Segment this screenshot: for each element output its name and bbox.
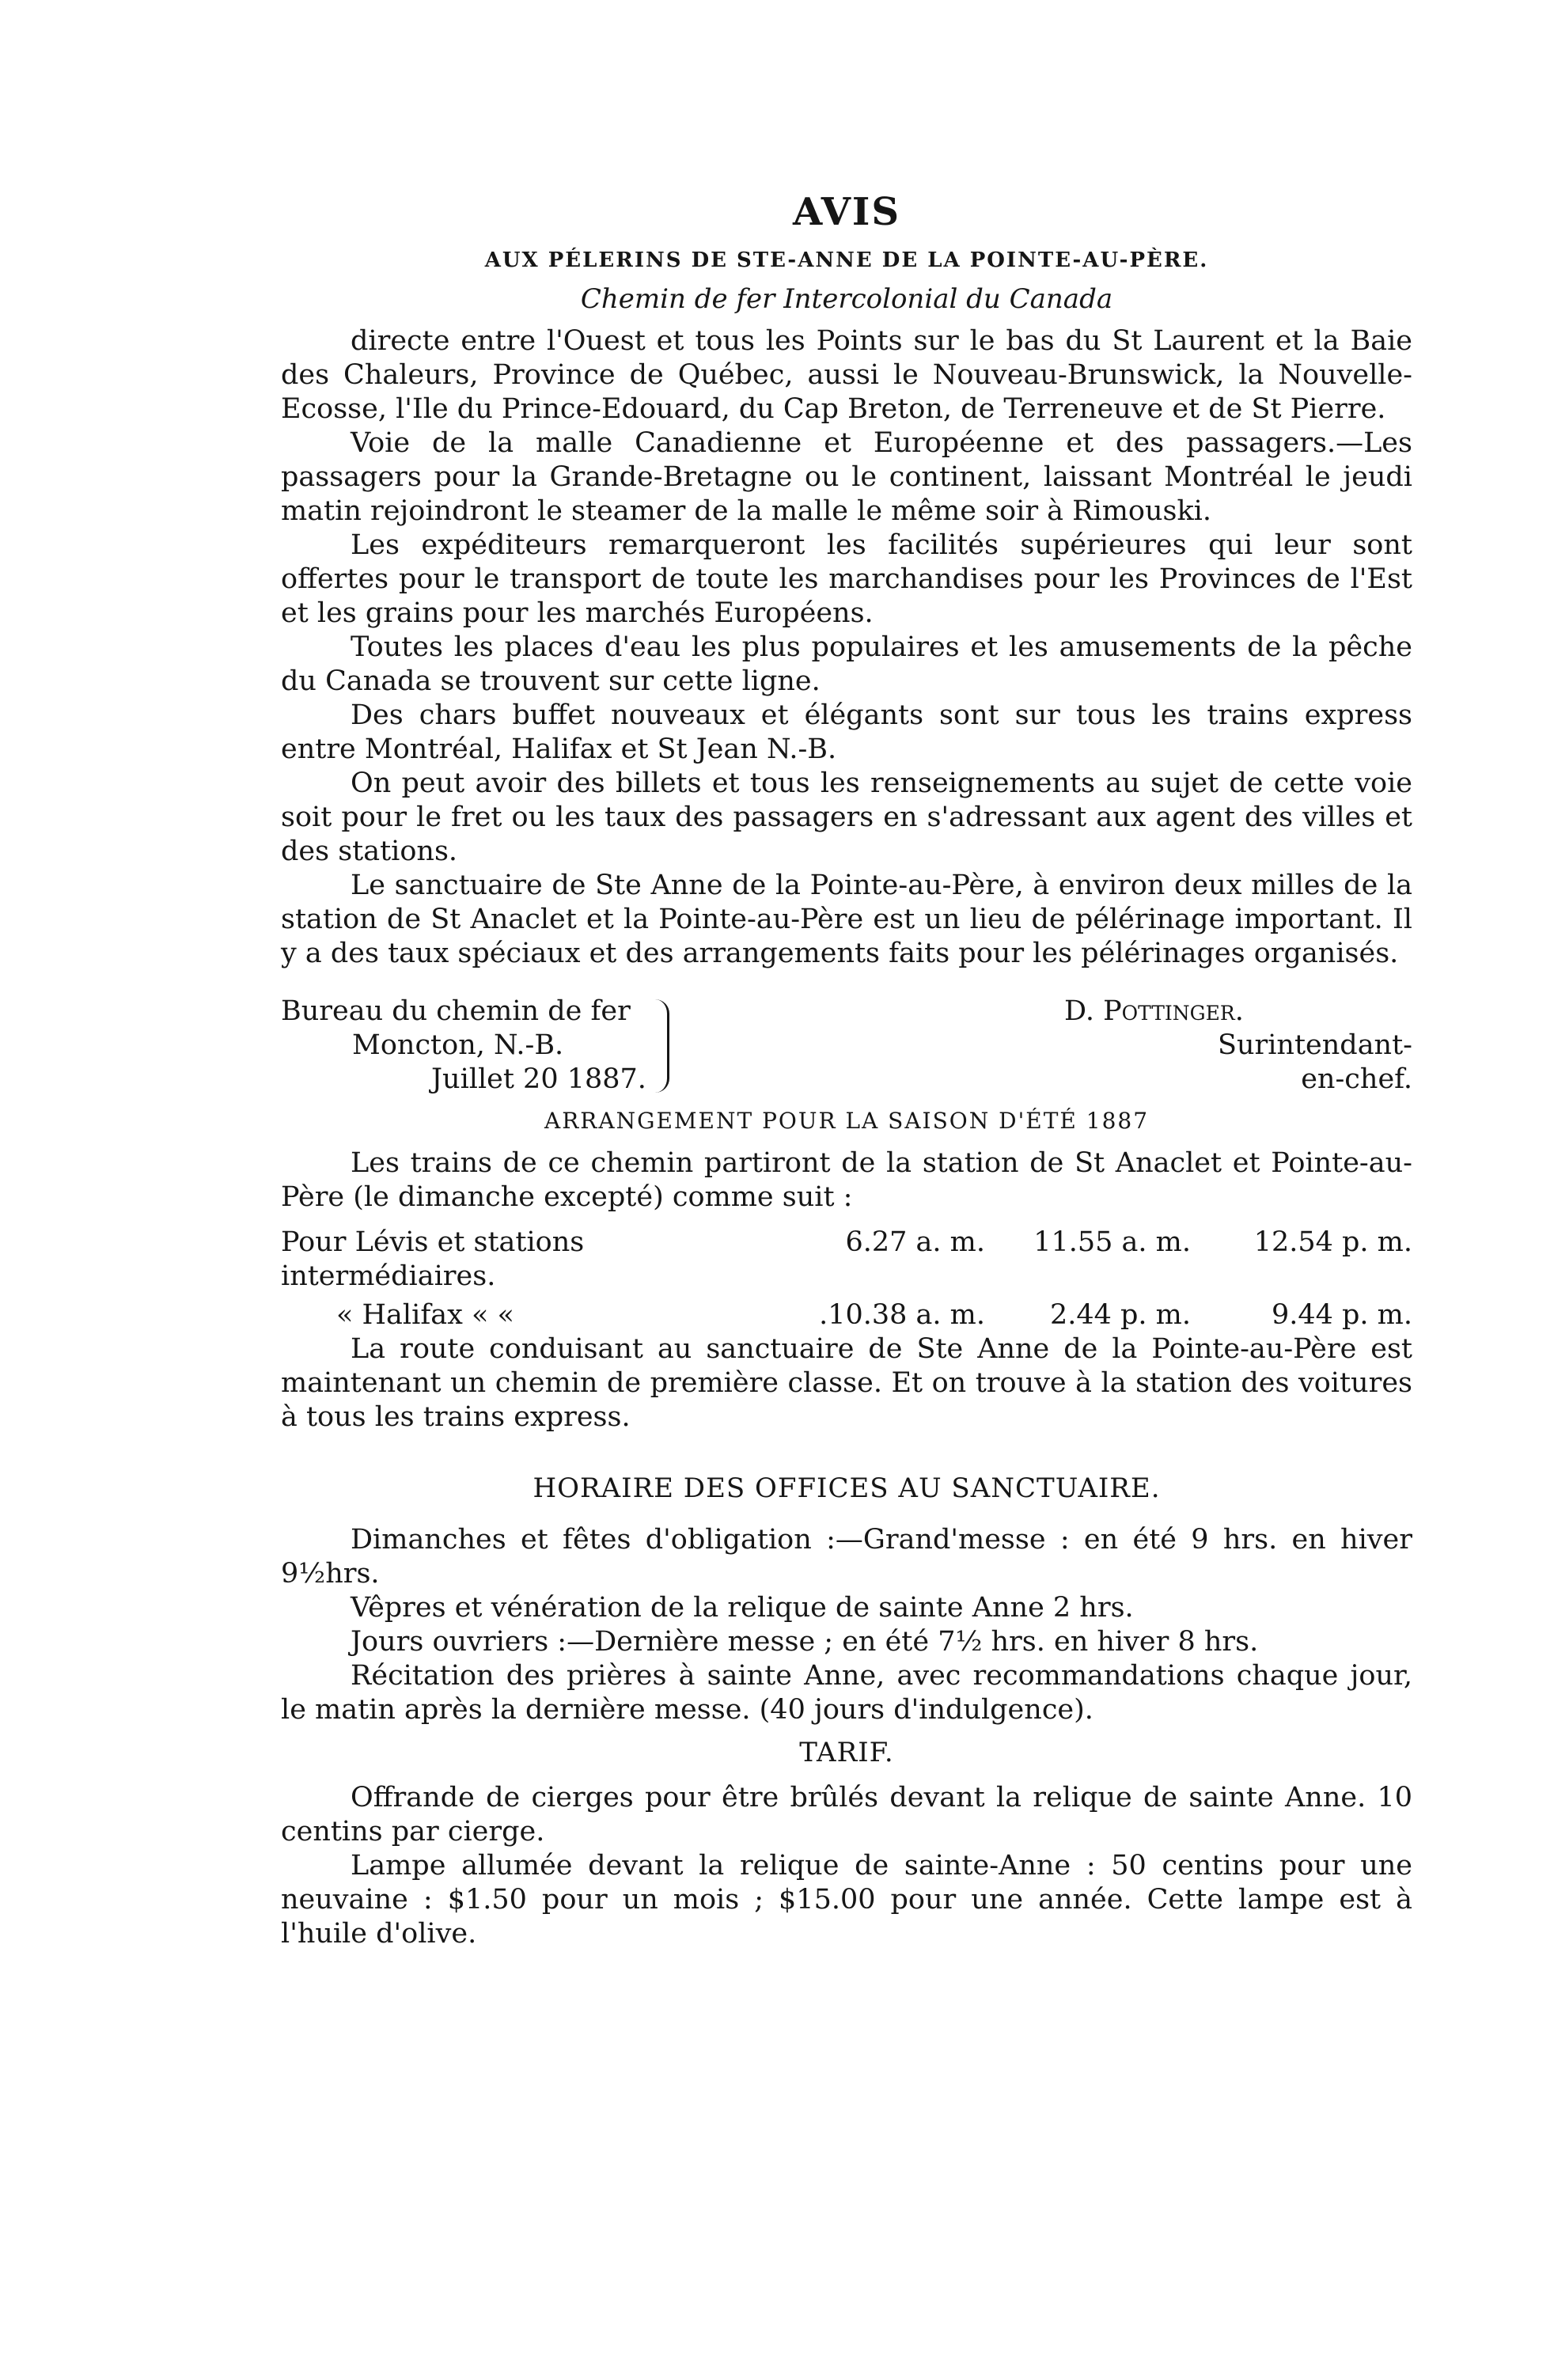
intro-paragraph: directe entre l'Ouest et tous les Points sur le bas du St Laurent et la Baie des Chaleurs, Province de Québec, aussi le Nouveau-Brunswick, la Nouvelle-Ecosse, l'Ile du Prince-Edouard, du Cap Breton, de Terreneuve et de St Pierre. — [281, 325, 1412, 425]
intro-paragraph: Les expéditeurs remarqueront les facilités supérieures qui leur sont offertes pour le transport de toute les marchandises pour les Provinces de l'Est et les grains pour les marchés Européens. — [281, 529, 1412, 629]
page-title: AVIS — [792, 190, 901, 234]
train-time: 9.44 p. m. — [1271, 1299, 1412, 1331]
notice-page — [281, 190, 1412, 1951]
tarif-item: Offrande de cierges pour être brûlés devant la relique de sainte Anne. 10 centins par cierge. — [281, 1782, 1412, 1848]
arrangement-title: ARRANGEMENT POUR LA SAISON D'ÉTÉ 1887 — [544, 1108, 1150, 1134]
signatory — [969, 995, 1412, 1097]
office-hours: Récitation des prières à sainte Anne, avec recommandations chaque jour, le matin après la dernière messe. (40 jours d'indulgence). — [281, 1660, 1412, 1726]
train-time: .10.38 a. m. — [819, 1299, 985, 1331]
route-note: La route conduisant au sanctuaire de Ste Anne de la Pointe-au-Père est maintenant un chemin de première classe. Et on trouve à la station des voitures à tous les trains express. — [281, 1333, 1412, 1433]
signature-block — [281, 995, 1412, 1097]
intro-paragraph: On peut avoir des billets et tous les renseignements au sujet de cette voie soit pour le fret ou les taux des passagers en s'adressant aux agent des villes et des stations. — [281, 767, 1412, 867]
train-destination: « Halifax « « — [336, 1299, 514, 1331]
intro-paragraph: Le sanctuaire de Ste Anne de la Pointe-au-Père, à environ deux milles de la station de St Anaclet et la Pointe-au-Père est un lieu de pélérinage important. Il y a des taux spéciaux et des arrangements faits pour les pélérinages organisés. — [281, 870, 1412, 969]
office-line: Bureau du chemin de fer — [281, 995, 631, 1027]
office-line: Juillet 20 1887. — [431, 1063, 646, 1095]
tarif-heading: TARIF. — [799, 1737, 894, 1768]
railway-name: Chemin de fer Intercolonial du Canada — [580, 283, 1113, 315]
intro-paragraph: Des chars buffet nouveaux et élégants sont sur tous les trains express entre Montréal, Halifax et St Jean N.-B. — [281, 699, 1412, 765]
tarif-item: Lampe allumée devant la relique de sainte-Anne : 50 centins pour une neuvaine : $1.50 pour un mois ; $15.00 pour une année. Cette lampe est à l'huile d'olive. — [281, 1850, 1412, 1950]
train-time: 6.27 a. m. — [845, 1226, 985, 1258]
signatory-name: D. Pottinger. — [1064, 995, 1244, 1027]
train-time: 12.54 p. m. — [1253, 1226, 1412, 1258]
offices-heading: HORAIRE DES OFFICES AU SANCTUAIRE. — [533, 1472, 1161, 1504]
brace-icon — [653, 999, 669, 1093]
office-hours: Jours ouvriers :—Dernière messe ; en été 7½ hrs. en hiver 8 hrs. — [351, 1626, 1259, 1658]
intro-paragraph: Voie de la malle Canadienne et Européenne et des passagers.—Les passagers pour la Grande-Bretagne ou le continent, laissant Montréal le jeudi matin rejoindront le steamer de la malle le même soir à Rimouski. — [281, 427, 1412, 527]
signatory-role: en-chef. — [1301, 1063, 1412, 1095]
office-hours: Dimanches et fêtes d'obligation :—Grand'messe : en été 9 hrs. en hiver 9½hrs. — [281, 1524, 1412, 1590]
signatory-role: Surintendant- — [1217, 1029, 1412, 1061]
train-time: 2.44 p. m. — [1049, 1299, 1191, 1331]
train-time: 11.55 a. m. — [1033, 1226, 1191, 1258]
train-row — [281, 1298, 1412, 1332]
office-address — [281, 995, 669, 1097]
arrangement-intro: Les trains de ce chemin partiront de la station de St Anaclet et Pointe-au-Père (le dimanche excepté) comme suit : — [281, 1147, 1412, 1213]
train-row — [281, 1226, 1412, 1294]
train-destination: Pour Lévis et stations intermédiaires. — [281, 1226, 585, 1292]
office-hours: Vêpres et vénération de la relique de sainte Anne 2 hrs. — [351, 1592, 1134, 1624]
intro-paragraph: Toutes les places d'eau les plus populaires et les amusements de la pêche du Canada se trouvent sur cette ligne. — [281, 631, 1412, 697]
subtitle: AUX PÉLERINS DE STE-ANNE DE LA POINTE-AU-PÈRE. — [484, 248, 1209, 272]
office-line: Moncton, N.-B. — [352, 1029, 564, 1061]
